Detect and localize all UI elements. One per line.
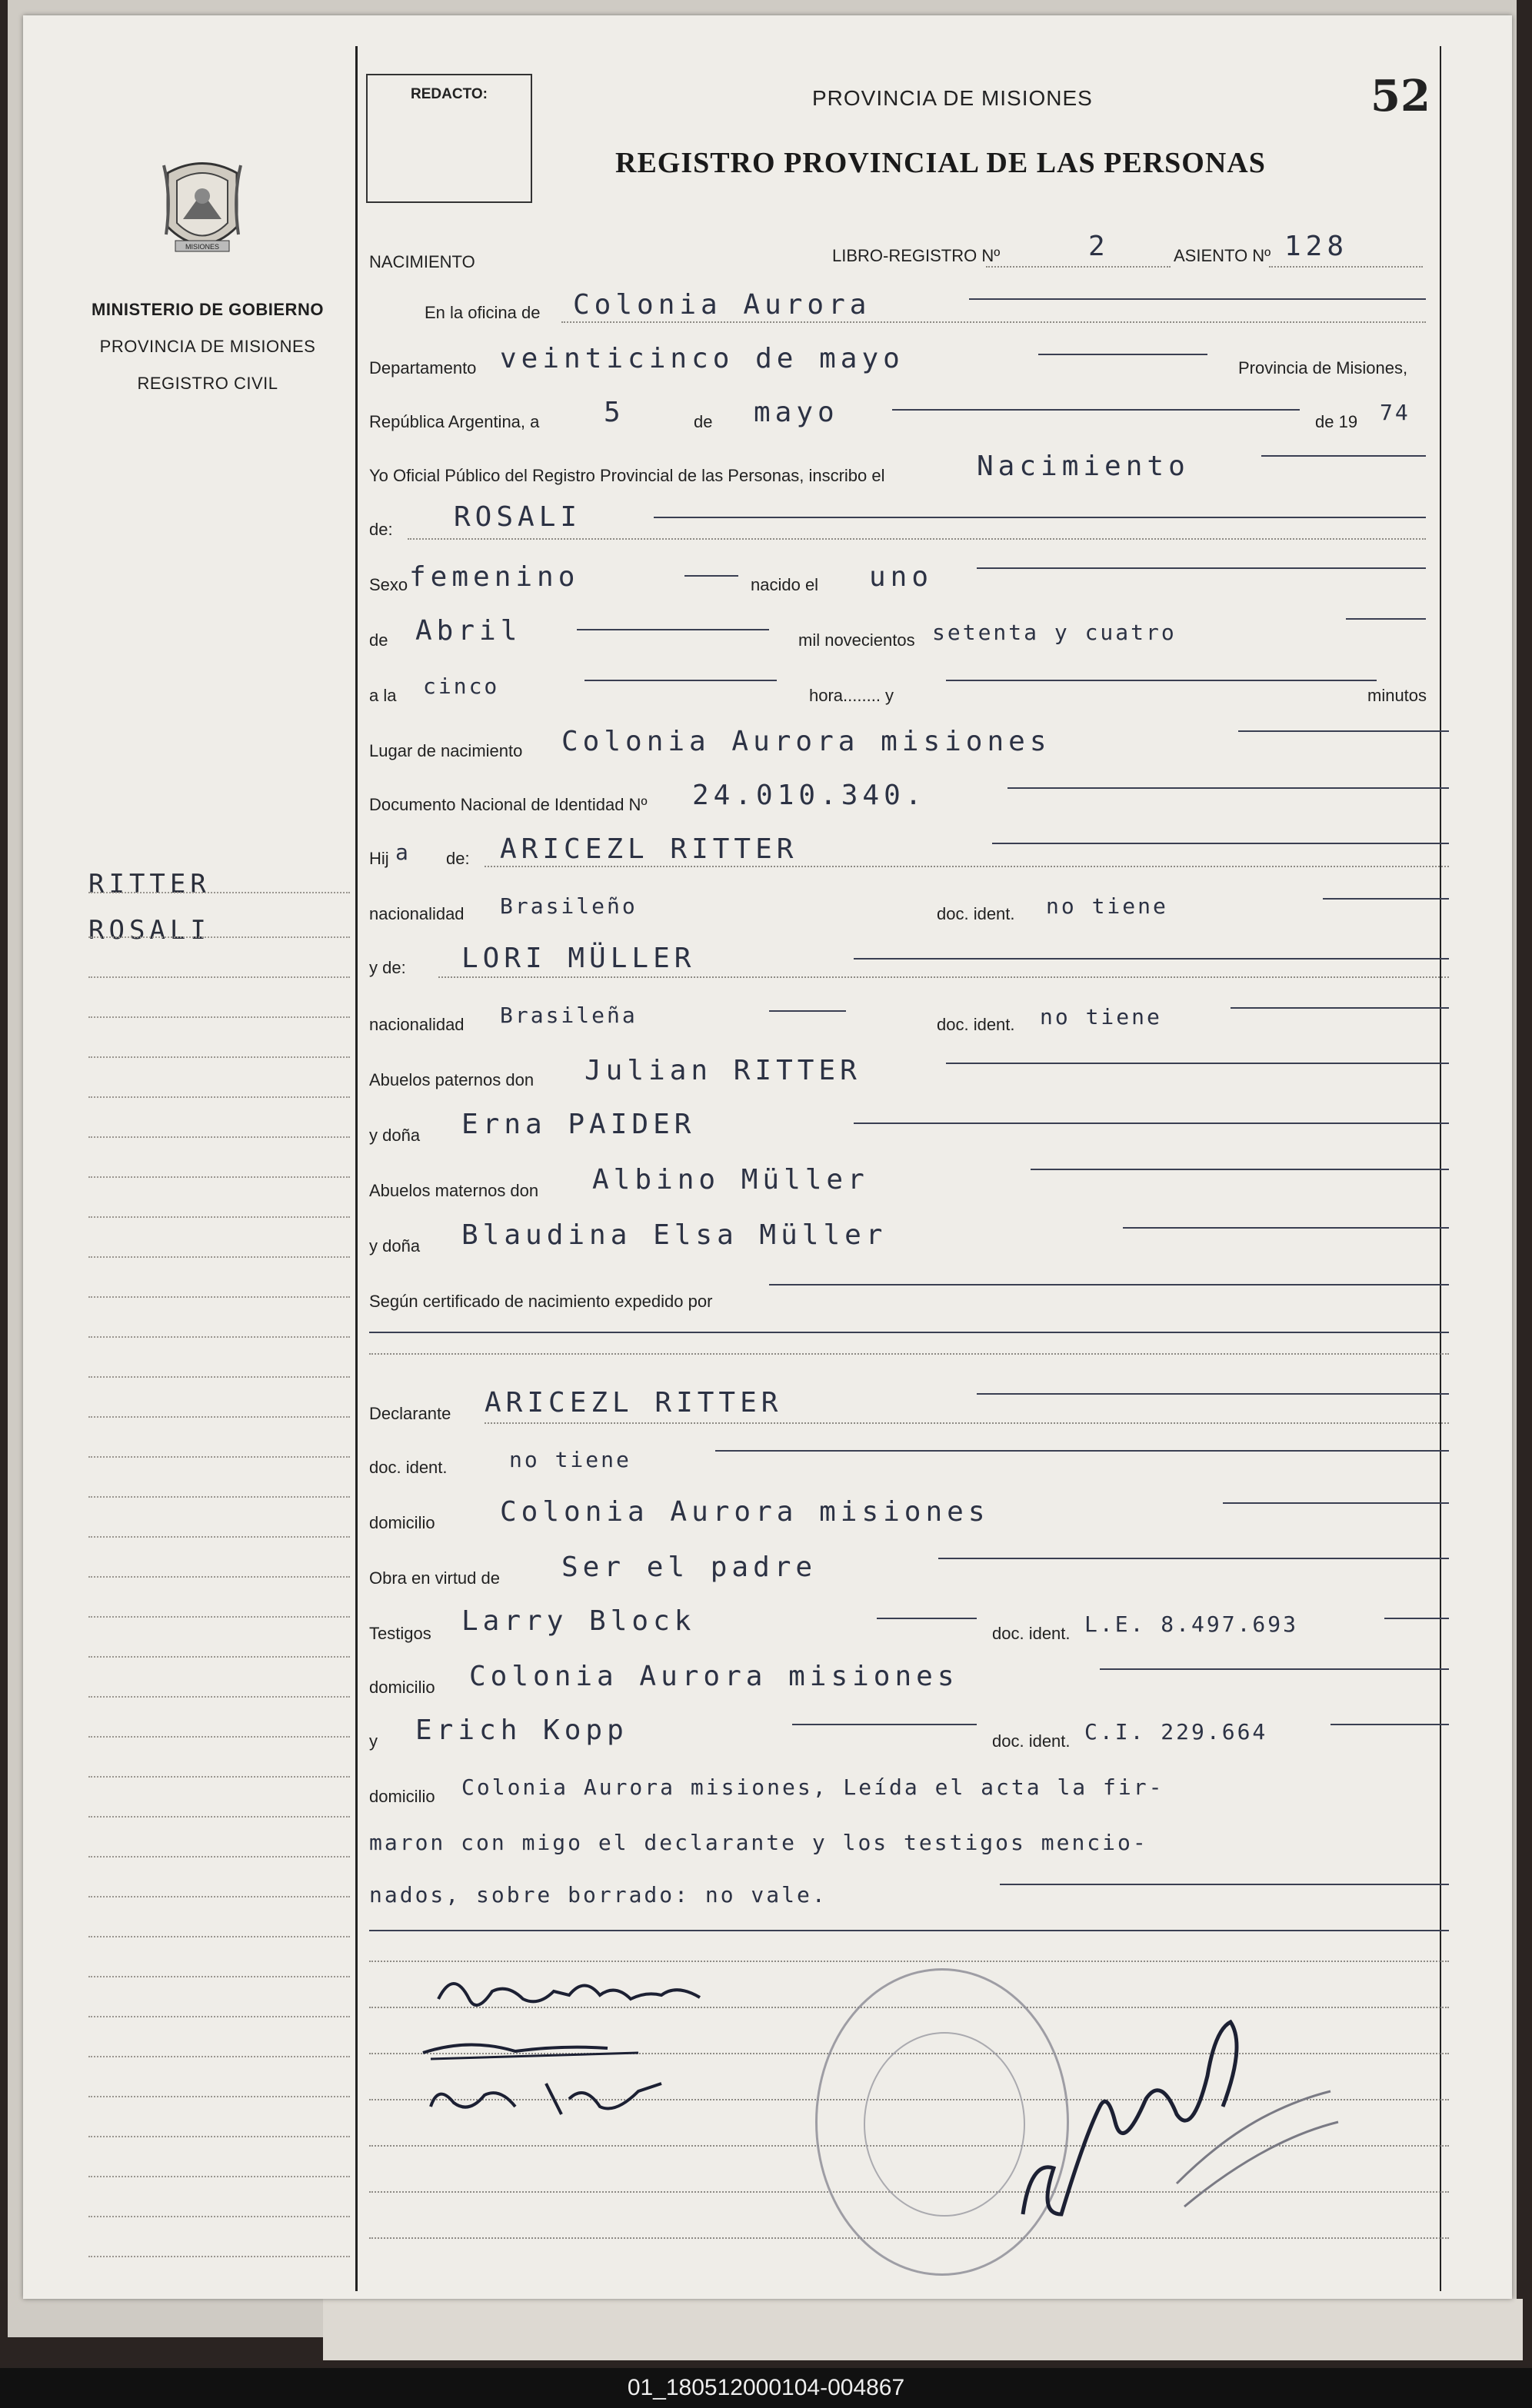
doc-declarante-value: no tiene: [509, 1447, 631, 1472]
margin-line: [88, 1536, 350, 1538]
nombre-rule: [654, 517, 1426, 518]
asiento-label: ASIENTO Nº: [1174, 246, 1271, 265]
doc-t1-label: doc. ident.: [992, 1624, 1071, 1643]
padre-dots: [485, 866, 1449, 867]
margin-line: [88, 1336, 350, 1338]
dona-pat-label: y doña: [369, 1126, 421, 1145]
de-name-label: de:: [369, 520, 393, 539]
margin-line: [88, 1376, 350, 1378]
margin-line: [88, 2216, 350, 2217]
doc-madre-label: doc. ident.: [937, 1015, 1015, 1034]
nac-madre-value: Brasileña: [500, 1003, 638, 1028]
declarante-dots: [485, 1422, 1449, 1424]
obra-rule: [938, 1558, 1449, 1559]
nacido-label: nacido el: [751, 575, 819, 594]
abuelos-pat-label: Abuelos paternos don: [369, 1070, 535, 1089]
nac-madre-rule: [769, 1010, 846, 1012]
nac-padre-label: nacionalidad: [369, 904, 465, 923]
y-label: y: [369, 1731, 378, 1751]
lugar-rule: [1238, 730, 1449, 732]
margin-line: [88, 2056, 350, 2057]
provincial-seal-icon: [152, 150, 252, 265]
margin-line: [88, 1216, 350, 1218]
dni-label: Documento Nacional de Identidad Nº: [369, 795, 648, 814]
asiento-value: 128: [1284, 231, 1349, 262]
asiento-dots: [1269, 266, 1423, 268]
mil-value: setenta y cuatro: [932, 620, 1177, 645]
declarante-rule: [977, 1393, 1449, 1395]
dni-rule: [1007, 787, 1449, 789]
anio-value: 74: [1380, 400, 1410, 425]
nombre-value: ROSALI: [454, 501, 582, 533]
margin-line: [88, 1016, 350, 1018]
segun-rule: [769, 1284, 1449, 1285]
margin-line: [88, 1056, 350, 1058]
margin-line: [88, 1176, 350, 1178]
testigo1-value: Larry Block: [461, 1605, 696, 1637]
de-label: de: [694, 412, 713, 431]
hora-rule: [946, 680, 1377, 681]
margin-line: [88, 1136, 350, 1138]
domicilio-value: Colonia Aurora misiones: [500, 1496, 990, 1528]
mes-nac-rule: [577, 629, 769, 630]
domicilio-t2-value: Colonia Aurora misiones, Leída el acta la fir-: [461, 1774, 1164, 1800]
dia-value: 5: [604, 397, 625, 428]
margin-line: [88, 2016, 350, 2017]
hija-de-label: de:: [446, 849, 470, 868]
observation-rule: [1000, 1884, 1449, 1885]
abuelos-mat-label: Abuelos maternos don: [369, 1181, 539, 1200]
oficina-rule: [969, 298, 1426, 300]
hora-label: hora........ y: [809, 686, 894, 705]
departamento-label: Departamento: [369, 358, 477, 377]
nac-padre-value: Brasileño: [500, 893, 638, 919]
abuelo-mat-value: Albino Müller: [592, 1164, 869, 1196]
libro-value: 2: [1088, 231, 1110, 262]
madre-dots: [438, 976, 1449, 978]
domicilio-t1-rule: [1100, 1668, 1449, 1670]
departamento-rule: [1038, 354, 1207, 355]
sexo-value: femenino: [409, 561, 580, 593]
margin-surname: RITTER: [88, 869, 211, 900]
ministry-province: PROVINCIA DE MISIONES: [99, 337, 316, 356]
nombre-dots: [408, 538, 1426, 540]
doc-declarante-label: doc. ident.: [369, 1458, 448, 1477]
madre-value: LORI MÜLLER: [461, 943, 696, 974]
nacido-rule: [977, 567, 1426, 569]
sexo-label: Sexo: [369, 575, 408, 594]
de-mes-label: de: [369, 630, 388, 650]
ala-rule: [584, 680, 777, 681]
margin-line: [88, 1456, 350, 1458]
nacido-value: uno: [869, 561, 934, 593]
margin-line: [88, 1096, 350, 1098]
abuela-pat-rule: [854, 1123, 1449, 1124]
segun-label: Según certificado de nacimiento expedido por: [369, 1292, 713, 1311]
oficina-label: En la oficina de: [425, 303, 541, 322]
domicilio-label: domicilio: [369, 1513, 435, 1532]
ala-value: cinco: [423, 674, 500, 699]
province-header: PROVINCIA DE MISIONES: [812, 86, 1093, 110]
madre-rule: [854, 958, 1449, 960]
anio-label: de 19: [1315, 412, 1358, 431]
seal-text: MISIONES: [185, 243, 220, 251]
doc-t2-label: doc. ident.: [992, 1731, 1071, 1751]
left-column: [23, 15, 361, 2299]
mil-label: mil novecientos: [798, 630, 915, 650]
abuela-pat-value: Erna PAIDER: [461, 1109, 696, 1140]
ministry-title: MINISTERIO DE GOBIERNO: [92, 300, 324, 319]
segun-dots: [369, 1353, 1449, 1355]
mes-value: mayo: [754, 397, 839, 428]
margin-line: [88, 1696, 350, 1698]
testigo2-rule: [792, 1724, 977, 1725]
yde-label: y de:: [369, 958, 406, 977]
lugar-label: Lugar de nacimiento: [369, 741, 523, 760]
testigo2-value: Erich Kopp: [415, 1715, 628, 1746]
abuelo-mat-rule: [1031, 1169, 1449, 1170]
doc-t2-rule: [1331, 1724, 1449, 1725]
margin-line: [88, 1816, 350, 1818]
doc-t1-value: L.E. 8.497.693: [1084, 1611, 1299, 1637]
margin-line: [88, 1416, 350, 1418]
abuelo-pat-value: Julian RITTER: [584, 1055, 861, 1086]
registry-header: REGISTRO PROVINCIAL DE LAS PERSONAS: [615, 147, 1266, 179]
dni-value: 24.010.340.: [692, 780, 927, 811]
doc-padre-value: no tiene: [1046, 893, 1168, 919]
doc-madre-value: no tiene: [1040, 1004, 1162, 1029]
margin-line: [88, 1736, 350, 1738]
margin-line: [88, 2096, 350, 2097]
observation-rule-2: [369, 1930, 1449, 1931]
doc-declarante-rule: [715, 1450, 1449, 1452]
yo-rule: [1261, 455, 1426, 457]
redacto-box: [366, 74, 532, 203]
padre-value: ARICEZL RITTER: [500, 833, 798, 865]
page-number: 52: [1370, 71, 1430, 121]
margin-line: [88, 1976, 350, 1977]
doc-padre-rule: [1323, 898, 1449, 900]
minutos-label: minutos: [1367, 686, 1427, 705]
observation-line-2: maron con migo el declarante y los testigos mencio-: [369, 1830, 1148, 1855]
abuelo-pat-rule: [946, 1063, 1449, 1064]
domicilio-rule: [1223, 1502, 1449, 1504]
domicilio-t1-label: domicilio: [369, 1678, 435, 1697]
hija-label: Hij: [369, 849, 389, 868]
margin-line: [88, 1896, 350, 1897]
nac-madre-label: nacionalidad: [369, 1015, 465, 1034]
doc-t2-value: C.I. 229.664: [1084, 1719, 1268, 1744]
margin-line: [88, 1576, 350, 1578]
testigo1-rule: [877, 1618, 977, 1619]
dona-mat-label: y doña: [369, 1236, 421, 1256]
margin-line: [88, 1496, 350, 1498]
mes-nac-value: Abril: [415, 615, 522, 647]
yo-value: Nacimiento: [977, 451, 1190, 482]
mes-rule: [892, 409, 1300, 411]
departamento-value: veinticinco de mayo: [500, 343, 904, 374]
page-underlay: [323, 2299, 1523, 2360]
ala-label: a la: [369, 686, 397, 705]
doc-t1-rule: [1384, 1618, 1449, 1619]
nacimiento-label: NACIMIENTO: [369, 252, 475, 271]
abuela-mat-rule: [1123, 1227, 1449, 1229]
margin-line: [88, 936, 350, 938]
margin-line: [88, 1296, 350, 1298]
doc-madre-rule: [1231, 1007, 1449, 1009]
margin-line: [88, 2136, 350, 2137]
margin-line: [88, 1616, 350, 1618]
padre-rule: [992, 843, 1449, 844]
margin-line: [88, 1256, 350, 1258]
oficina-value: Colonia Aurora: [573, 289, 871, 321]
redacto-label: REDACTO:: [411, 86, 488, 102]
sexo-rule: [684, 575, 738, 577]
lugar-value: Colonia Aurora misiones: [561, 726, 1051, 757]
libro-dots: [986, 266, 1171, 268]
doc-padre-label: doc. ident.: [937, 904, 1015, 923]
hija-suffix: a: [395, 840, 411, 865]
republica-label: República Argentina, a: [369, 412, 540, 431]
provincia-label: Provincia de Misiones,: [1238, 358, 1408, 377]
margin-line: [88, 1856, 350, 1858]
abuela-mat-value: Blaudina Elsa Müller: [461, 1219, 888, 1251]
obra-value: Ser el padre: [561, 1552, 818, 1583]
margin-line: [88, 1656, 350, 1658]
testigos-label: Testigos: [369, 1624, 431, 1643]
margin-line: [88, 892, 350, 893]
observation-line-3: nados, sobre borrado: no vale.: [369, 1882, 828, 1907]
yo-label: Yo Oficial Público del Registro Provincial de las Personas, inscribo el: [369, 466, 885, 485]
officer-signature: [977, 1984, 1361, 2260]
libro-label: LIBRO-REGISTRO Nº: [832, 246, 1001, 265]
margin-line: [88, 2256, 350, 2257]
domicilio-t2-label: domicilio: [369, 1787, 435, 1806]
image-id-footer: 01_180512000104-004867: [0, 2368, 1532, 2408]
margin-line: [88, 1936, 350, 1937]
witness-signatures: [408, 1961, 761, 2145]
margin-given-name: ROSALI: [88, 915, 211, 946]
margin-line: [88, 2176, 350, 2177]
declarante-label: Declarante: [369, 1404, 451, 1423]
oficina-dots: [561, 321, 1426, 323]
ministry-civil-registry: REGISTRO CIVIL: [137, 374, 278, 393]
mil-rule: [1346, 618, 1426, 620]
margin-line: [88, 1776, 350, 1778]
domicilio-t1-value: Colonia Aurora misiones: [469, 1661, 959, 1692]
segun-rule-2: [369, 1332, 1449, 1333]
registry-page: [23, 15, 1512, 2299]
margin-line: [88, 976, 350, 978]
obra-label: Obra en virtud de: [369, 1568, 500, 1588]
declarante-value: ARICEZL RITTER: [485, 1387, 783, 1419]
